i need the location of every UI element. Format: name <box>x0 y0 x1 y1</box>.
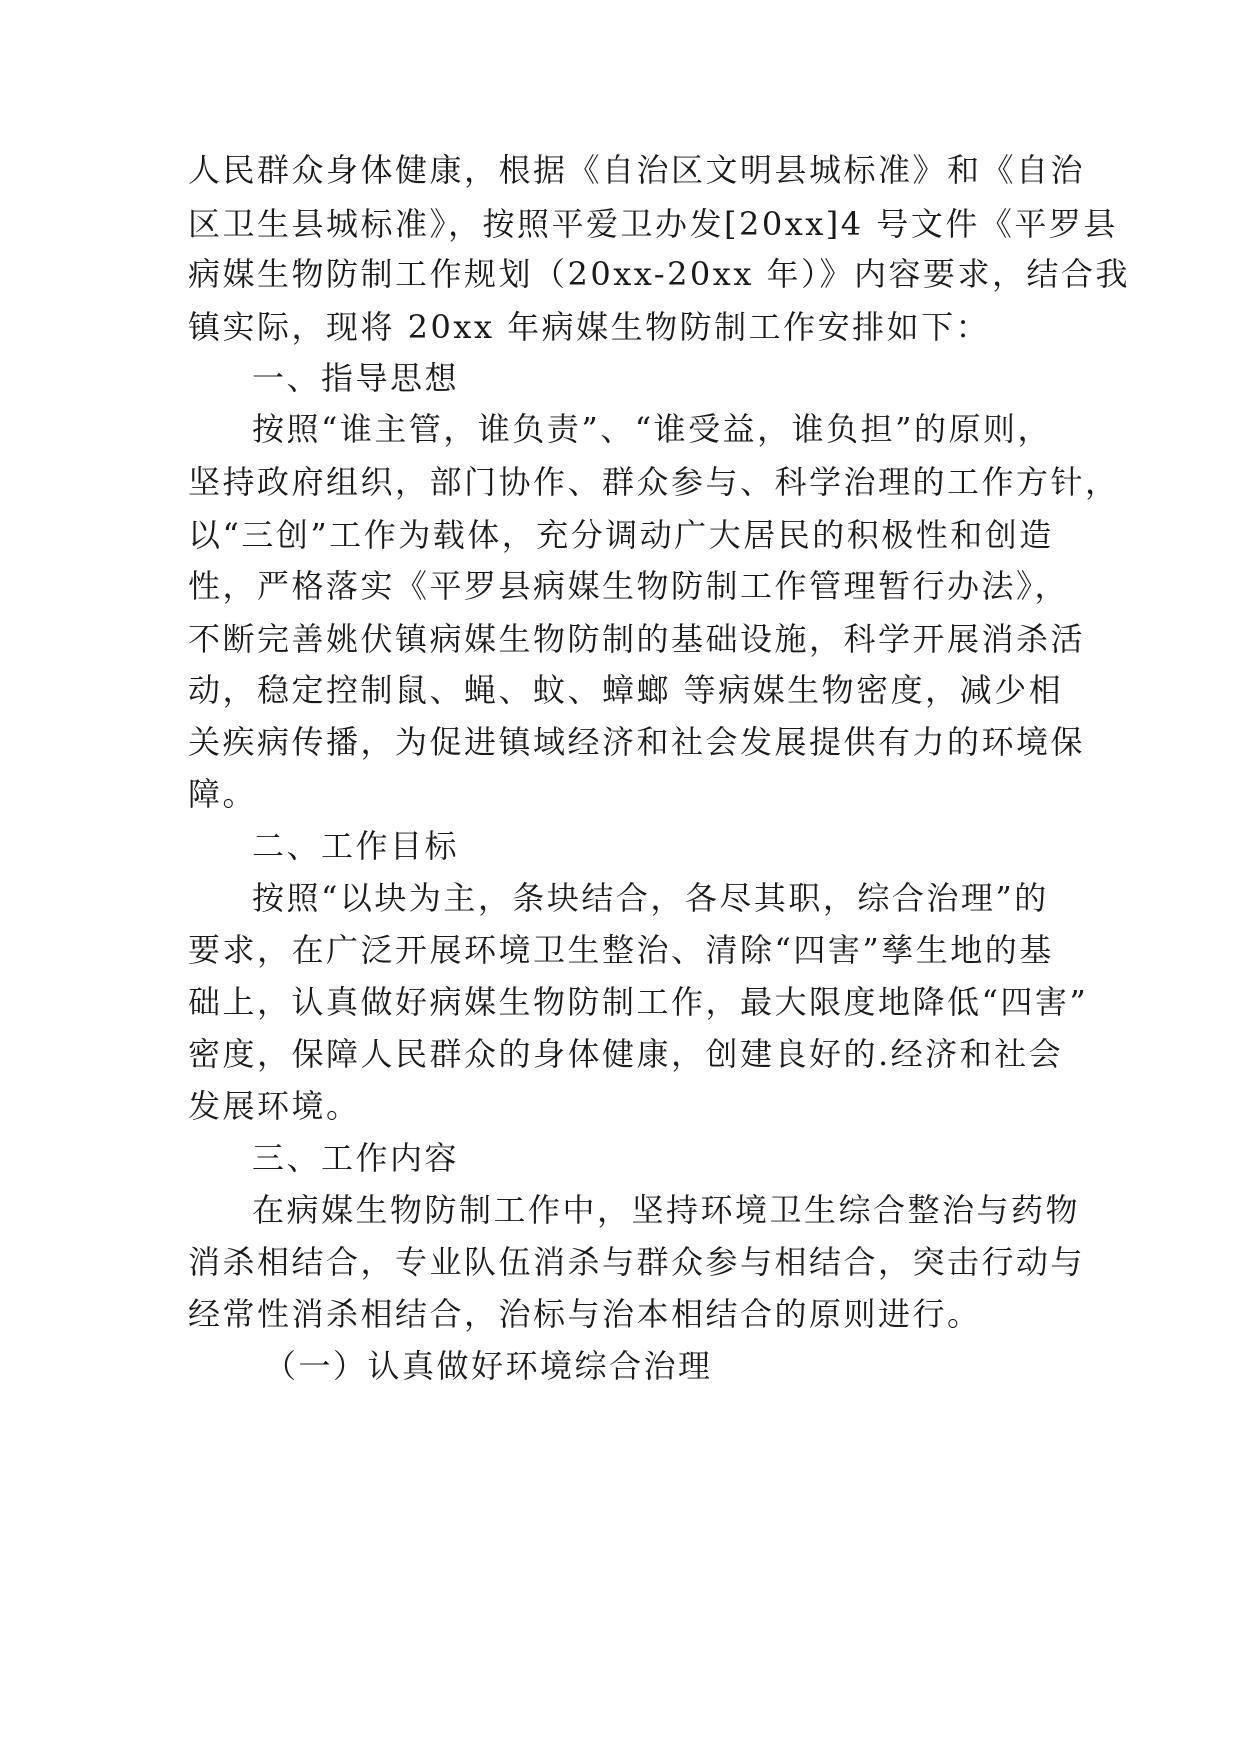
body-text-line: 消杀相结合，专业队伍消杀与群众参与相结合，突击行动与 <box>188 1243 1086 1281</box>
body-text-line: 动，稳定控制鼠、蝇、蚊、蟑螂 等病媒生物密度，减少相 <box>188 671 1064 709</box>
body-text-line: 人民群众身体健康，根据《自治区文明县城标准》和《自治 <box>188 151 1086 189</box>
body-text-line: 障。 <box>188 775 258 813</box>
body-text-line: 坚持政府组织，部门协作、群众参与、科学治理的工作方针， <box>188 463 1120 501</box>
body-text-line: 础上，认真做好病媒生物防制工作，最大限度地降低“四害” <box>188 983 1089 1021</box>
body-text-line: 要求，在广泛开展环境卫生整治、清除“四害”孳生地的基 <box>188 931 1054 969</box>
body-text-line: 经常性消杀相结合，治标与治本相结合的原则进行。 <box>188 1295 982 1333</box>
body-text-line: 区卫生县城标准》，按照平爱卫办发[20xx]4 号文件《平罗县 <box>188 205 1118 243</box>
body-text-line: 关疾病传播，为促进镇域经济和社会发展提供有力的环境保 <box>188 723 1086 761</box>
body-text-line: 镇实际，现将 20xx 年病媒生物防制工作安排如下： <box>188 308 991 346</box>
subsection-heading: （一）认真做好环境综合治理 <box>264 1347 713 1385</box>
body-text-line: 性，严格落实《平罗县病媒生物防制工作管理暂行办法》， <box>188 567 1070 605</box>
body-text-line: 不断完善姚伏镇病媒生物防制的基础设施，科学开展消杀活 <box>188 620 1086 658</box>
section-heading: 一、指导思想 <box>252 359 460 397</box>
body-text-line: 以“三创”工作为载体，充分调动广大居民的积极性和创造 <box>188 516 1054 554</box>
body-text-line: 按照“谁主管，谁负责”、“谁受益，谁负担”的原则， <box>252 410 1052 448</box>
body-text-line: 发展环境。 <box>188 1087 361 1125</box>
body-text-line: 按照“以块为主，条块结合，各尽其职，综合治理”的 <box>252 879 1049 917</box>
section-heading: 三、工作内容 <box>252 1139 460 1177</box>
body-text-line: 密度，保障人民群众的身体健康，创建良好的.经济和社会 <box>188 1035 1064 1073</box>
body-text-line: 在病媒生物防制工作中，坚持环境卫生综合整治与药物 <box>252 1191 1081 1229</box>
body-text-line: 病媒生物防制工作规划（20xx-20xx 年）》内容要求，结合我 <box>188 255 1131 293</box>
section-heading: 二、工作目标 <box>252 827 460 865</box>
